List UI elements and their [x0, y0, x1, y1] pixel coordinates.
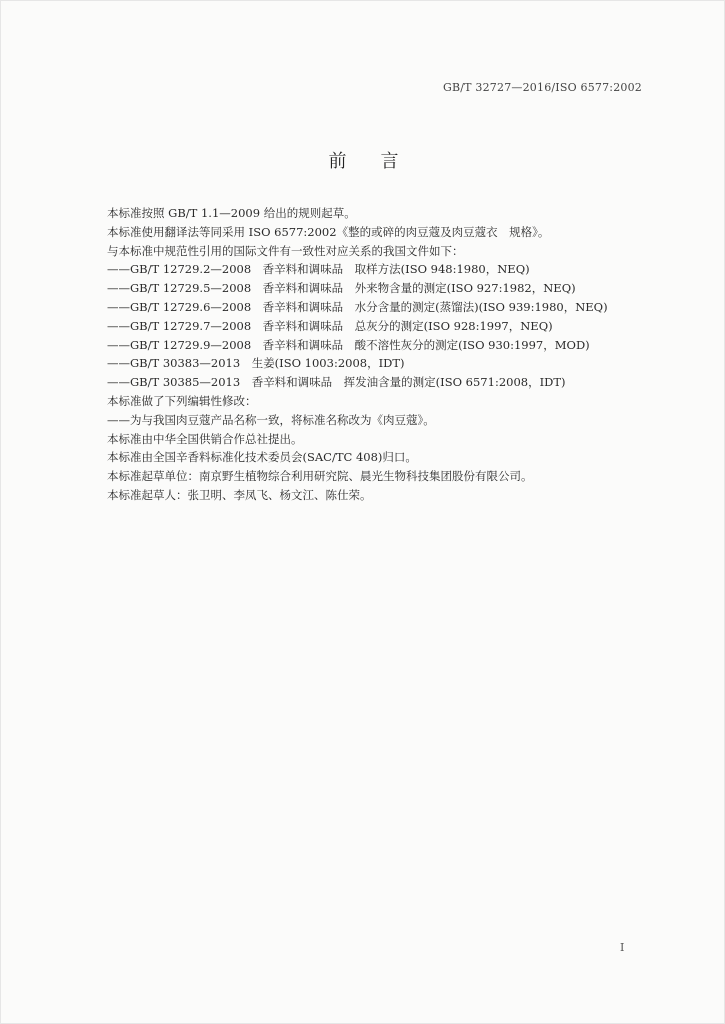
foreword-line: 与本标准中规范性引用的国际文件有一致性对应关系的我国文件如下： [107, 243, 464, 258]
reference-line: ——GB/T 12729.7—2008 香辛料和调味品 总灰分的测定(ISO 928:1997，NEQ) [107, 318, 553, 333]
foreword-body [107, 204, 667, 505]
modification-line: ——为与我国肉豆蔻产品名称一致，将标准名称改为《肉豆蔻》。 [107, 412, 435, 427]
page-title: 前言 [328, 151, 433, 172]
foreword-line: 本标准使用翻译法等同采用 ISO 6577:2002《整的或碎的肉豆蔻及肉豆蔻衣 规格》。 [107, 224, 550, 239]
standard-code: GB/T 32727—2016/ISO 6577:2002 [443, 81, 642, 94]
foreword-line: 本标准起草单位：南京野生植物综合利用研究院、晨光生物科技集团股份有限公司。 [107, 469, 533, 484]
foreword-line: 本标准按照 GB/T 1.1—2009 给出的规则起草。 [107, 206, 356, 220]
page-number: I [620, 941, 625, 954]
reference-line: ——GB/T 12729.6—2008 香辛料和调味品 水分含量的测定(蒸馏法)(ISO 939:1980，NEQ) [107, 299, 608, 314]
foreword-line: 本标准由全国辛香料标准化技术委员会(SAC/TC 408)归口。 [107, 450, 417, 465]
foreword-line: 本标准做了下列编辑性修改： [107, 393, 257, 408]
foreword-line: 本标准起草人：张卫明、李凤飞、杨文江、陈仕荣。 [107, 487, 372, 502]
reference-line: ——GB/T 12729.2—2008 香辛料和调味品 取样方法(ISO 948:1980，NEQ) [107, 262, 530, 277]
reference-line: ——GB/T 30385—2013 香辛料和调味品 挥发油含量的测定(ISO 6571:2008，IDT) [107, 375, 566, 390]
foreword-line: 本标准由中华全国供销合作总社提出。 [107, 431, 303, 446]
reference-line: ——GB/T 30383—2013 生姜(ISO 1003:2008，IDT) [107, 356, 405, 371]
reference-line: ——GB/T 12729.5—2008 香辛料和调味品 外来物含量的测定(ISO 927:1982，NEQ) [107, 281, 576, 296]
reference-line: ——GB/T 12729.9—2008 香辛料和调味品 酸不溶性灰分的测定(ISO 930:1997，MOD) [107, 337, 590, 352]
